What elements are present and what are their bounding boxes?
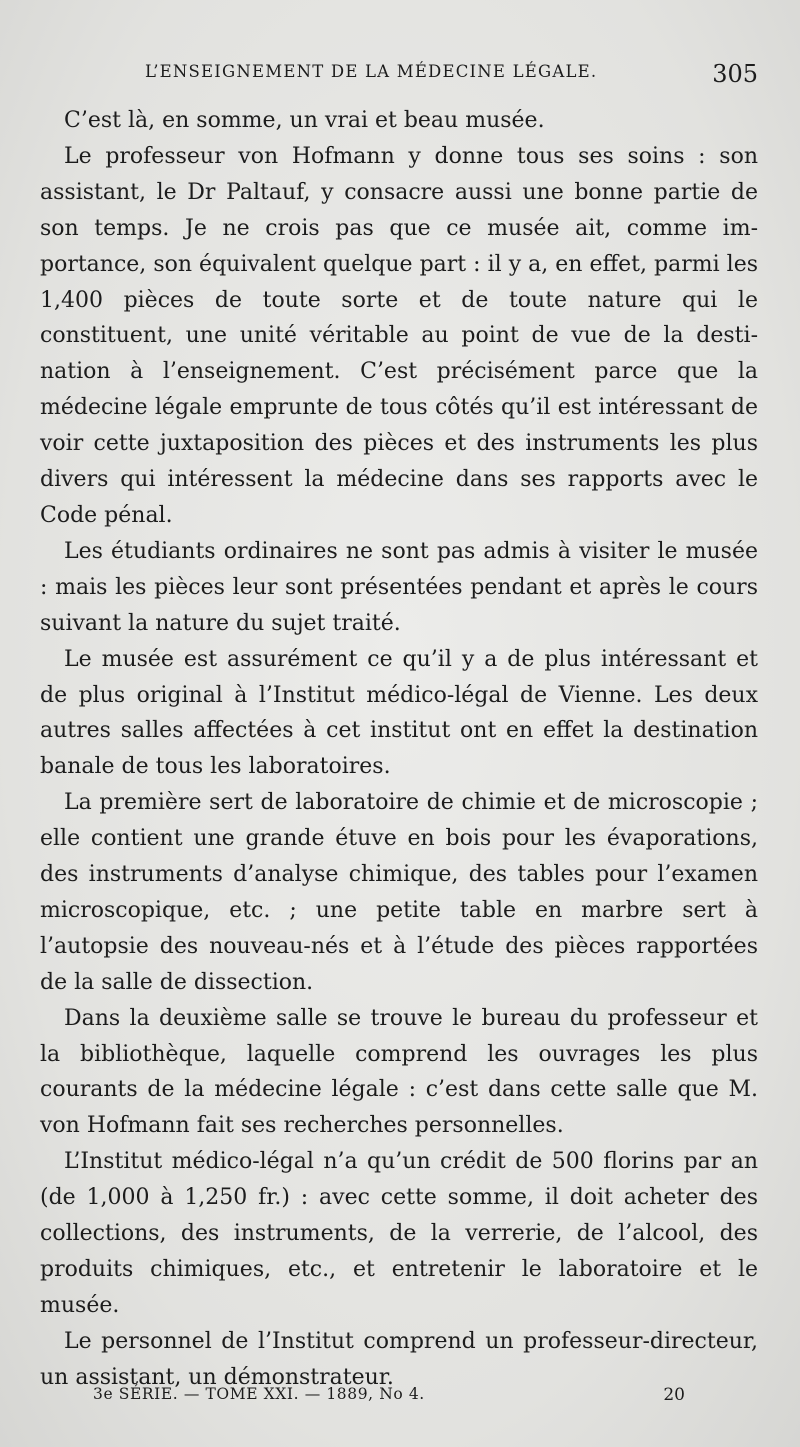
paragraph-3: Les étudiants ordinaires ne sont pas admis à visiter le musée : mais les pièces leur sont présentées pendant et après le cours suivant la nature du sujet traité.	[40, 538, 758, 636]
paragraph-5: La première sert de laboratoire de chimie et de microscopie ; elle contient une grande étuve en bois pour les évaporations, des instruments d’analyse chimique, des tables pour l’examen microscopique, etc. ; une petite table en marbre sert à l’autopsie des nouveau-nés et à l’étude des pièces rapportées de la salle de dissection.	[40, 790, 758, 995]
paragraph-8: Le personnel de l’Institut comprend un professeur-directeur, un assistant, un démonstrateur.	[40, 1328, 758, 1390]
page-number: 305	[712, 60, 758, 88]
series-line: 3e SÉRIE. — TOME XXI. — 1889, No 4.	[93, 1385, 425, 1403]
paragraph-4: Le musée est assurément ce qu’il y a de plus intéressant et de plus original à l’Institut médico-légal de Vienne. Les deux autres salles affectées à cet institut ont en effet la destination banale de tous les laboratoires.	[40, 646, 758, 780]
running-header	[145, 62, 760, 92]
body-text	[40, 103, 758, 1396]
footer-folio	[93, 1385, 685, 1413]
paragraph-7: L’Institut médico-légal n’a qu’un crédit de 500 florins par an (de 1,000 à 1,250 fr.) : avec cette somme, il doit acheter des collections, des instruments, de la verrerie, de l’alcool, des produits chimiques, etc., et entretenir le laboratoire et le musée.	[40, 1149, 758, 1318]
paragraph-1: C’est là, en somme, un vrai et beau musée.	[64, 108, 545, 133]
signature-mark: 20	[663, 1385, 685, 1405]
running-title: L’ENSEIGNEMENT DE LA MÉDECINE LÉGALE.	[145, 62, 598, 81]
paragraph-6: Dans la deuxième salle se trouve le bureau du professeur et la bibliothèque, laquelle comprend les ouvrages les plus courants de la médecine légale : c’est dans cette salle que M. von Hofmann fait ses recherches personnelles.	[40, 1005, 758, 1139]
paragraph-2: Le professeur von Hofmann y donne tous ses soins : son assistant, le Dr Paltauf, y consacre aussi une bonne partie de son temps. Je ne crois pas que ce musée ait, comme importance, son équivalent quelque part : il y a, en effet, parmi les 1,400 pièces de toute sorte et de toute nature qui le constituent, une unité véritable au point de vue de la destination à l’enseignement. C’est précisément parce que la médecine légale emprunte de tous côtés qu’il est intéressant de voir cette juxtaposition des pièces et des instruments les plus divers qui intéressent la médecine dans ses rapports avec le Code pénal.	[40, 143, 758, 528]
